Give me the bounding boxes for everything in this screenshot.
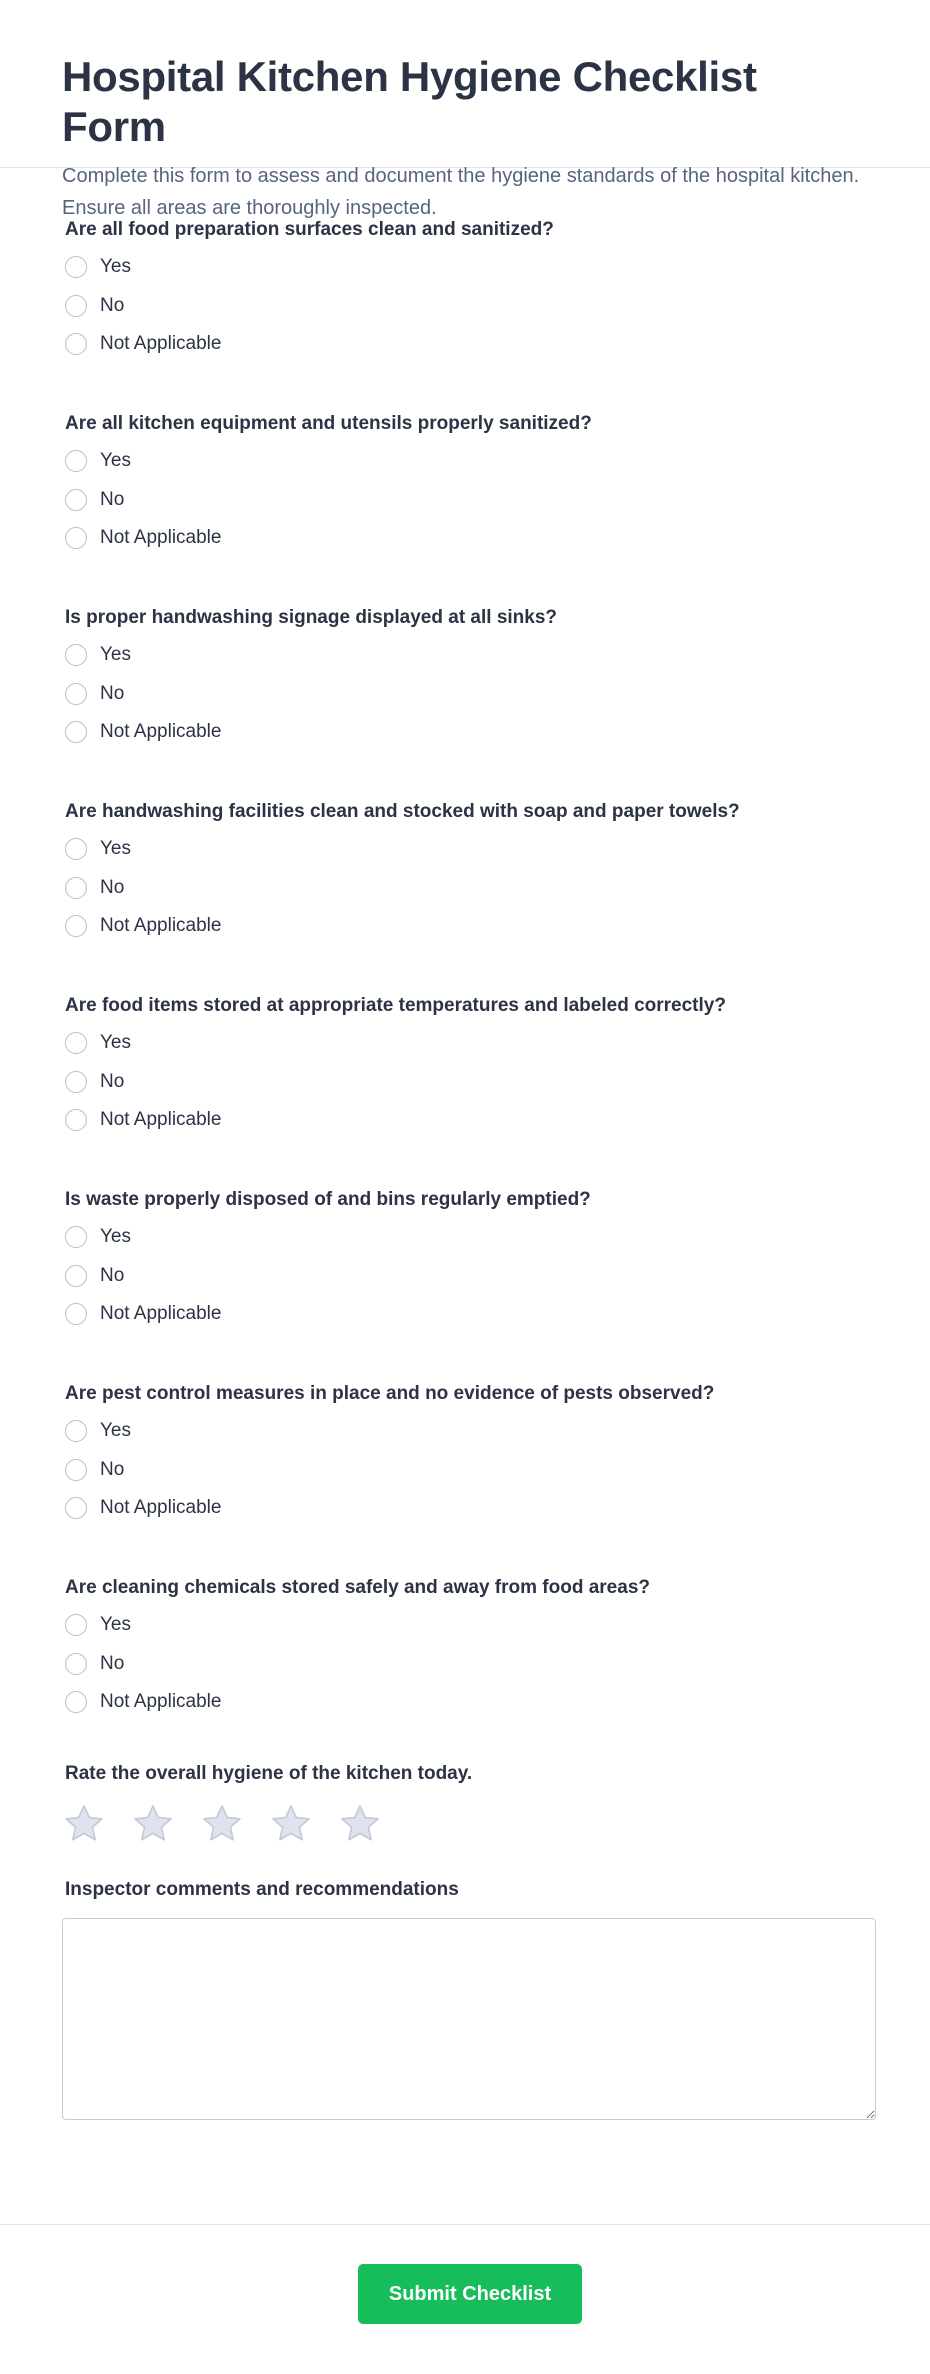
question-2 <box>65 412 930 606</box>
radio-button[interactable] <box>65 295 87 317</box>
option-label[interactable]: No <box>100 1652 125 1674</box>
option-not-applicable[interactable] <box>65 1101 930 1140</box>
radio-button[interactable] <box>65 1032 87 1054</box>
option-label[interactable]: Not Applicable <box>100 333 222 355</box>
radio-button[interactable] <box>65 1420 87 1442</box>
option-no[interactable] <box>65 1257 930 1296</box>
option-label[interactable]: No <box>100 682 125 704</box>
comments-textarea[interactable] <box>62 1918 876 2120</box>
option-not-applicable[interactable] <box>65 713 930 752</box>
option-no[interactable] <box>65 1063 930 1102</box>
rating-label: Rate the overall hygiene of the kitchen today. <box>65 1763 473 1784</box>
question-label: Are all kitchen equipment and utensils properly sanitized? <box>65 413 592 434</box>
star-icon[interactable] <box>338 1802 382 1846</box>
option-yes[interactable] <box>65 1024 930 1063</box>
question-label: Is proper handwashing signage displayed at all sinks? <box>65 607 558 628</box>
option-not-applicable[interactable] <box>65 907 930 946</box>
option-yes[interactable] <box>65 1606 930 1645</box>
option-yes[interactable] <box>65 248 930 287</box>
question-5 <box>65 994 930 1188</box>
form-title: Hospital Kitchen Hygiene Checklist Form <box>62 53 757 150</box>
radio-button[interactable] <box>65 1459 87 1481</box>
option-yes[interactable] <box>65 1218 930 1257</box>
option-not-applicable[interactable] <box>65 325 930 364</box>
submit-button[interactable]: Submit Checklist <box>358 2264 582 2324</box>
form-footer <box>0 2224 930 2374</box>
question-6 <box>65 1188 930 1382</box>
option-label[interactable]: Yes <box>100 838 131 860</box>
rating-question <box>0 1762 930 1846</box>
question-4 <box>65 800 930 994</box>
option-label[interactable]: No <box>100 876 125 898</box>
radio-button[interactable] <box>65 838 87 860</box>
form-description: Complete this form to assess and document the hygiene standards of the hospital kitchen. Ensure all areas are thoroughly inspected. <box>62 165 860 219</box>
option-not-applicable[interactable] <box>65 1489 930 1528</box>
option-label[interactable]: No <box>100 1070 125 1092</box>
radio-button[interactable] <box>65 877 87 899</box>
star-icon[interactable] <box>131 1802 175 1846</box>
option-label[interactable]: Yes <box>100 450 131 472</box>
option-label[interactable]: Not Applicable <box>100 1109 222 1131</box>
radio-button[interactable] <box>65 489 87 511</box>
option-label[interactable]: No <box>100 488 125 510</box>
option-label[interactable]: Yes <box>100 644 131 666</box>
option-label[interactable]: No <box>100 1264 125 1286</box>
question-label: Are all food preparation surfaces clean and sanitized? <box>65 219 554 240</box>
comments-question <box>0 1878 930 2125</box>
option-label[interactable]: No <box>100 1458 125 1480</box>
question-8 <box>65 1576 930 1770</box>
option-label[interactable]: Not Applicable <box>100 721 222 743</box>
question-3 <box>65 606 930 800</box>
option-label[interactable]: Not Applicable <box>100 527 222 549</box>
option-no[interactable] <box>65 481 930 520</box>
option-label[interactable]: Yes <box>100 1614 131 1636</box>
radio-button[interactable] <box>65 527 87 549</box>
star-icon[interactable] <box>200 1802 244 1846</box>
radio-button[interactable] <box>65 450 87 472</box>
option-label[interactable]: Yes <box>100 1420 131 1442</box>
option-label[interactable]: Not Applicable <box>100 1497 222 1519</box>
radio-button[interactable] <box>65 256 87 278</box>
radio-button[interactable] <box>65 1497 87 1519</box>
radio-button[interactable] <box>65 1691 87 1713</box>
question-7 <box>65 1382 930 1576</box>
option-no[interactable] <box>65 287 930 326</box>
question-list <box>0 168 930 1770</box>
radio-button[interactable] <box>65 1109 87 1131</box>
radio-button[interactable] <box>65 1071 87 1093</box>
radio-button[interactable] <box>65 1303 87 1325</box>
option-label[interactable]: Yes <box>100 1226 131 1248</box>
radio-button[interactable] <box>65 644 87 666</box>
option-label[interactable]: Not Applicable <box>100 915 222 937</box>
option-yes[interactable] <box>65 636 930 675</box>
radio-button[interactable] <box>65 721 87 743</box>
option-no[interactable] <box>65 869 930 908</box>
option-no[interactable] <box>65 1451 930 1490</box>
question-label: Is waste properly disposed of and bins regularly emptied? <box>65 1189 591 1210</box>
option-no[interactable] <box>65 675 930 714</box>
option-yes[interactable] <box>65 830 930 869</box>
radio-button[interactable] <box>65 1265 87 1287</box>
option-not-applicable[interactable] <box>65 1683 930 1722</box>
option-no[interactable] <box>65 1645 930 1684</box>
radio-button[interactable] <box>65 1653 87 1675</box>
star-rating <box>62 1802 930 1846</box>
question-1 <box>65 218 930 412</box>
question-label: Are pest control measures in place and no evidence of pests observed? <box>65 1383 715 1404</box>
option-label[interactable]: Yes <box>100 1032 131 1054</box>
question-label: Are handwashing facilities clean and stocked with soap and paper towels? <box>65 801 740 822</box>
radio-button[interactable] <box>65 333 87 355</box>
star-icon[interactable] <box>269 1802 313 1846</box>
question-label: Are food items stored at appropriate temperatures and labeled correctly? <box>65 995 726 1016</box>
option-yes[interactable] <box>65 442 930 481</box>
option-label[interactable]: Yes <box>100 256 131 278</box>
form-header <box>0 0 930 219</box>
option-label[interactable]: Not Applicable <box>100 1691 222 1713</box>
comments-label: Inspector comments and recommendations <box>65 1879 459 1900</box>
option-yes[interactable] <box>65 1412 930 1451</box>
option-not-applicable[interactable] <box>65 1295 930 1334</box>
radio-button[interactable] <box>65 1614 87 1636</box>
radio-button[interactable] <box>65 1226 87 1248</box>
star-icon[interactable] <box>62 1802 106 1846</box>
radio-button[interactable] <box>65 683 87 705</box>
question-label: Are cleaning chemicals stored safely and away from food areas? <box>65 1577 650 1598</box>
option-label[interactable]: Not Applicable <box>100 1303 222 1325</box>
option-not-applicable[interactable] <box>65 519 930 558</box>
radio-button[interactable] <box>65 915 87 937</box>
option-label[interactable]: No <box>100 294 125 316</box>
